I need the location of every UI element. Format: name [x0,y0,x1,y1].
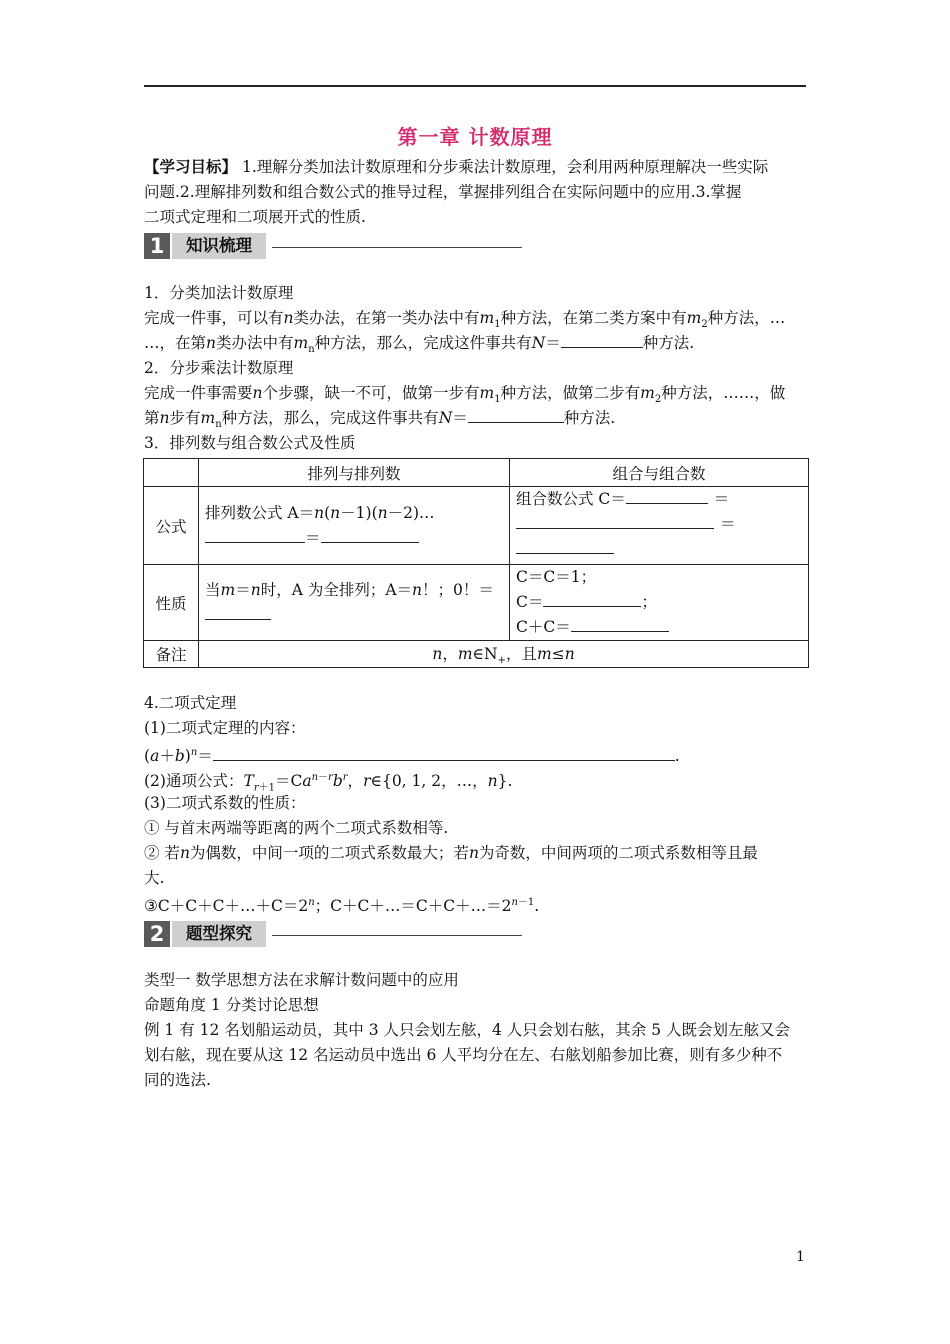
var: n [250,580,261,599]
text: C＋C＝ [516,618,571,636]
text: 类办法中有 [216,334,294,352]
text: ＝ [305,528,321,547]
text: 个步骤，缺一不可，做第一步有 [262,384,480,402]
var: n [432,644,443,663]
var: m [220,580,236,599]
text: ，且 [505,644,537,663]
text: 第 [144,409,160,427]
var: n [564,644,575,663]
var: m [640,384,655,402]
header-rule [144,85,806,87]
fill-blank [561,331,643,348]
var: m [479,384,495,402]
text: ＝ [452,409,468,427]
var: n [412,580,423,599]
table-cell [510,487,809,565]
fill-blank [516,512,714,529]
var: n [283,309,294,327]
subscript: 1 [494,319,501,331]
subscript: 2 [701,319,708,331]
text: ＝ [713,490,730,508]
fill-blank [321,526,419,543]
fill-blank [543,590,641,607]
text: 步有 [169,409,201,427]
section-number: 2 [144,921,170,947]
text: 类办法，在第一类办法中有 [293,309,480,327]
text: －1)( [340,503,378,522]
text: ② 若 [144,844,180,862]
text: 时，A 为全排列；A＝ [260,580,413,599]
objectives-text: 1.理解分类加法计数原理和分步乘法计数原理，会利用两种原理解决一些实际 [241,158,769,176]
text: ③C＋C＋C＋…＋C＝2 [144,897,309,916]
chapter-title: 第一章 计数原理 [397,125,553,149]
var: n [159,409,170,427]
text: ( [144,747,151,766]
subheading: 4.二项式定理 [144,694,237,712]
learning-objectives [144,154,808,229]
text: ；C＋C＋…＝C＋C＋…＝2 [314,897,512,916]
var: m [686,309,702,327]
text: ＋ [159,747,175,766]
text: ∈{0, 1, 2，…， [370,772,488,791]
text: 组合数公式 C＝ [516,490,626,508]
var: n [468,844,479,862]
text: ＝ [545,334,561,352]
problem-type: 类型一 数学思想方法在求解计数问题中的应用 [144,971,459,989]
objectives-text: 问题.2.理解排列数和组合数公式的推导过程，掌握排列组合在实际问题中的应用.3.掌握 [144,183,742,201]
objectives-text: 二项式定理和二项展开式的性质. [144,208,366,226]
subheading: 2．分步乘法计数原理 [144,359,294,377]
text: 排列数公式 A＝ [205,503,315,522]
var: m [457,644,473,663]
subheading: 1．分类加法计数原理 [144,284,294,302]
text: (1)二项式定理的内容： [144,719,306,737]
table-cell [199,641,809,668]
subscript: 2 [654,394,662,406]
text: 完成一件事需要 [144,384,253,402]
text: 种方法. [642,334,695,352]
problem-angle: 命题角度 1 分类讨论思想 [144,996,319,1014]
var: m [536,644,552,663]
text: ＝ [720,515,736,533]
superscript: r [328,772,333,783]
text: …，在第 [144,334,207,352]
fill-blank [468,406,564,423]
text: ∈N [472,644,498,663]
superscript: n [190,747,198,758]
text: 完成一件事，可以有 [144,309,284,327]
table-row [144,641,809,668]
section-rule [272,935,522,936]
text: ， [442,644,458,663]
var: a [150,747,160,766]
example-text: 例 1 有 12 名划船运动员，其中 3 人只会划左舷，4 人只会划右舷，其余 5 人既会划左舷又会 [144,1021,791,1039]
superscript: － [318,772,329,783]
fill-blank [205,603,271,620]
text: 当 [205,580,221,599]
text: ， [347,772,364,791]
var: n [377,503,388,522]
subscript: ＋1 [258,782,275,794]
page-number: 1 [796,1249,805,1265]
text: ＝ [197,747,213,766]
table-cell [199,487,510,565]
subscript: n [215,419,222,431]
fill-blank [571,615,669,632]
section-label: 题型探究 [172,921,266,947]
text: ( [324,503,331,522]
text: (2)通项公式： [144,772,244,791]
text: . [674,747,680,766]
fill-blank [516,537,614,554]
var: m [479,309,495,327]
var: n [487,772,498,791]
example-text: 同的选法. [144,1071,211,1089]
subscript: 1 [494,394,501,406]
section-number: 1 [144,233,170,259]
fill-blank [626,487,708,504]
table-cell [510,565,809,641]
text: 种方法，那么，完成这件事共有 [221,409,439,427]
section-rule [272,247,522,248]
row-label: 公式 [144,487,199,565]
var: N [438,409,453,427]
var: b [174,747,185,766]
subscript: + [497,655,506,667]
section-label: 知识梳理 [172,233,266,259]
var: N [531,334,546,352]
text: ＝C [274,772,303,791]
table-cell [199,565,510,641]
var: r [363,772,371,791]
text: (3)二项式系数的性质： [144,794,306,812]
paragraph-binomial-theorem [144,690,808,915]
text: ＝ [235,580,251,599]
var: b [332,772,343,791]
paragraph-example [144,967,808,1092]
text: ； [641,593,657,611]
superscript: r [342,772,348,783]
var: a [302,772,312,791]
text: 种方法，那么，完成这件事共有 [314,334,532,352]
text: 大. [144,869,165,887]
fill-blank [213,744,675,761]
text: }. [497,772,513,791]
table-cell [144,459,199,487]
text: 为奇数，中间两项的二项式系数相等且最 [478,844,758,862]
var: n [314,503,325,522]
text: －2)… [387,503,435,522]
text: . [534,897,540,916]
text: C＝C＝1； [516,568,597,586]
var: n [206,334,216,352]
text: 种方法，在第二类方案中有 [500,309,687,327]
var: m [293,334,309,352]
subheading: 3．排列数与组合数公式及性质 [144,434,356,452]
paragraph-multiplication-principle [144,355,808,455]
var: m [200,409,216,427]
table-row [144,487,809,565]
var: n [252,384,263,402]
superscript: n [311,772,319,783]
permutation-combination-table [143,458,809,668]
table-header: 组合与组合数 [510,459,809,487]
table-header: 排列与排列数 [199,459,510,487]
row-label: 性质 [144,565,199,641]
text: 种方法. [563,409,616,427]
text: ) [184,747,191,766]
table-row [144,565,809,641]
objectives-label: 【学习目标】 [144,157,238,176]
row-label: 备注 [144,641,199,668]
text: ① 与首末两端等距离的两个二项式系数相等. [144,819,449,837]
text: ！；0！＝ [422,580,494,599]
fill-blank [205,526,305,543]
var: n [179,844,190,862]
subscript: n [308,344,315,356]
superscript: n [308,897,315,908]
text: 种方法，做第二步有 [500,384,641,402]
superscript: n [511,897,518,908]
paragraph-addition-principle [144,280,808,355]
example-text: 划右舷，现在要从这 12 名运动员中选出 6 人平均分在左、右舷划船参加比赛，则有多少种不 [144,1046,783,1064]
table-row [144,459,809,487]
subscript: r [253,782,259,794]
text: C＝ [516,593,544,611]
text: ≤ [551,644,565,663]
var: T [243,772,254,791]
superscript: －1 [517,897,535,908]
text: 为偶数，中间一项的二项式系数最大；若 [189,844,469,862]
text: 种方法，… [707,309,786,327]
text: 种方法，……，做 [661,384,786,402]
var: n [330,503,341,522]
